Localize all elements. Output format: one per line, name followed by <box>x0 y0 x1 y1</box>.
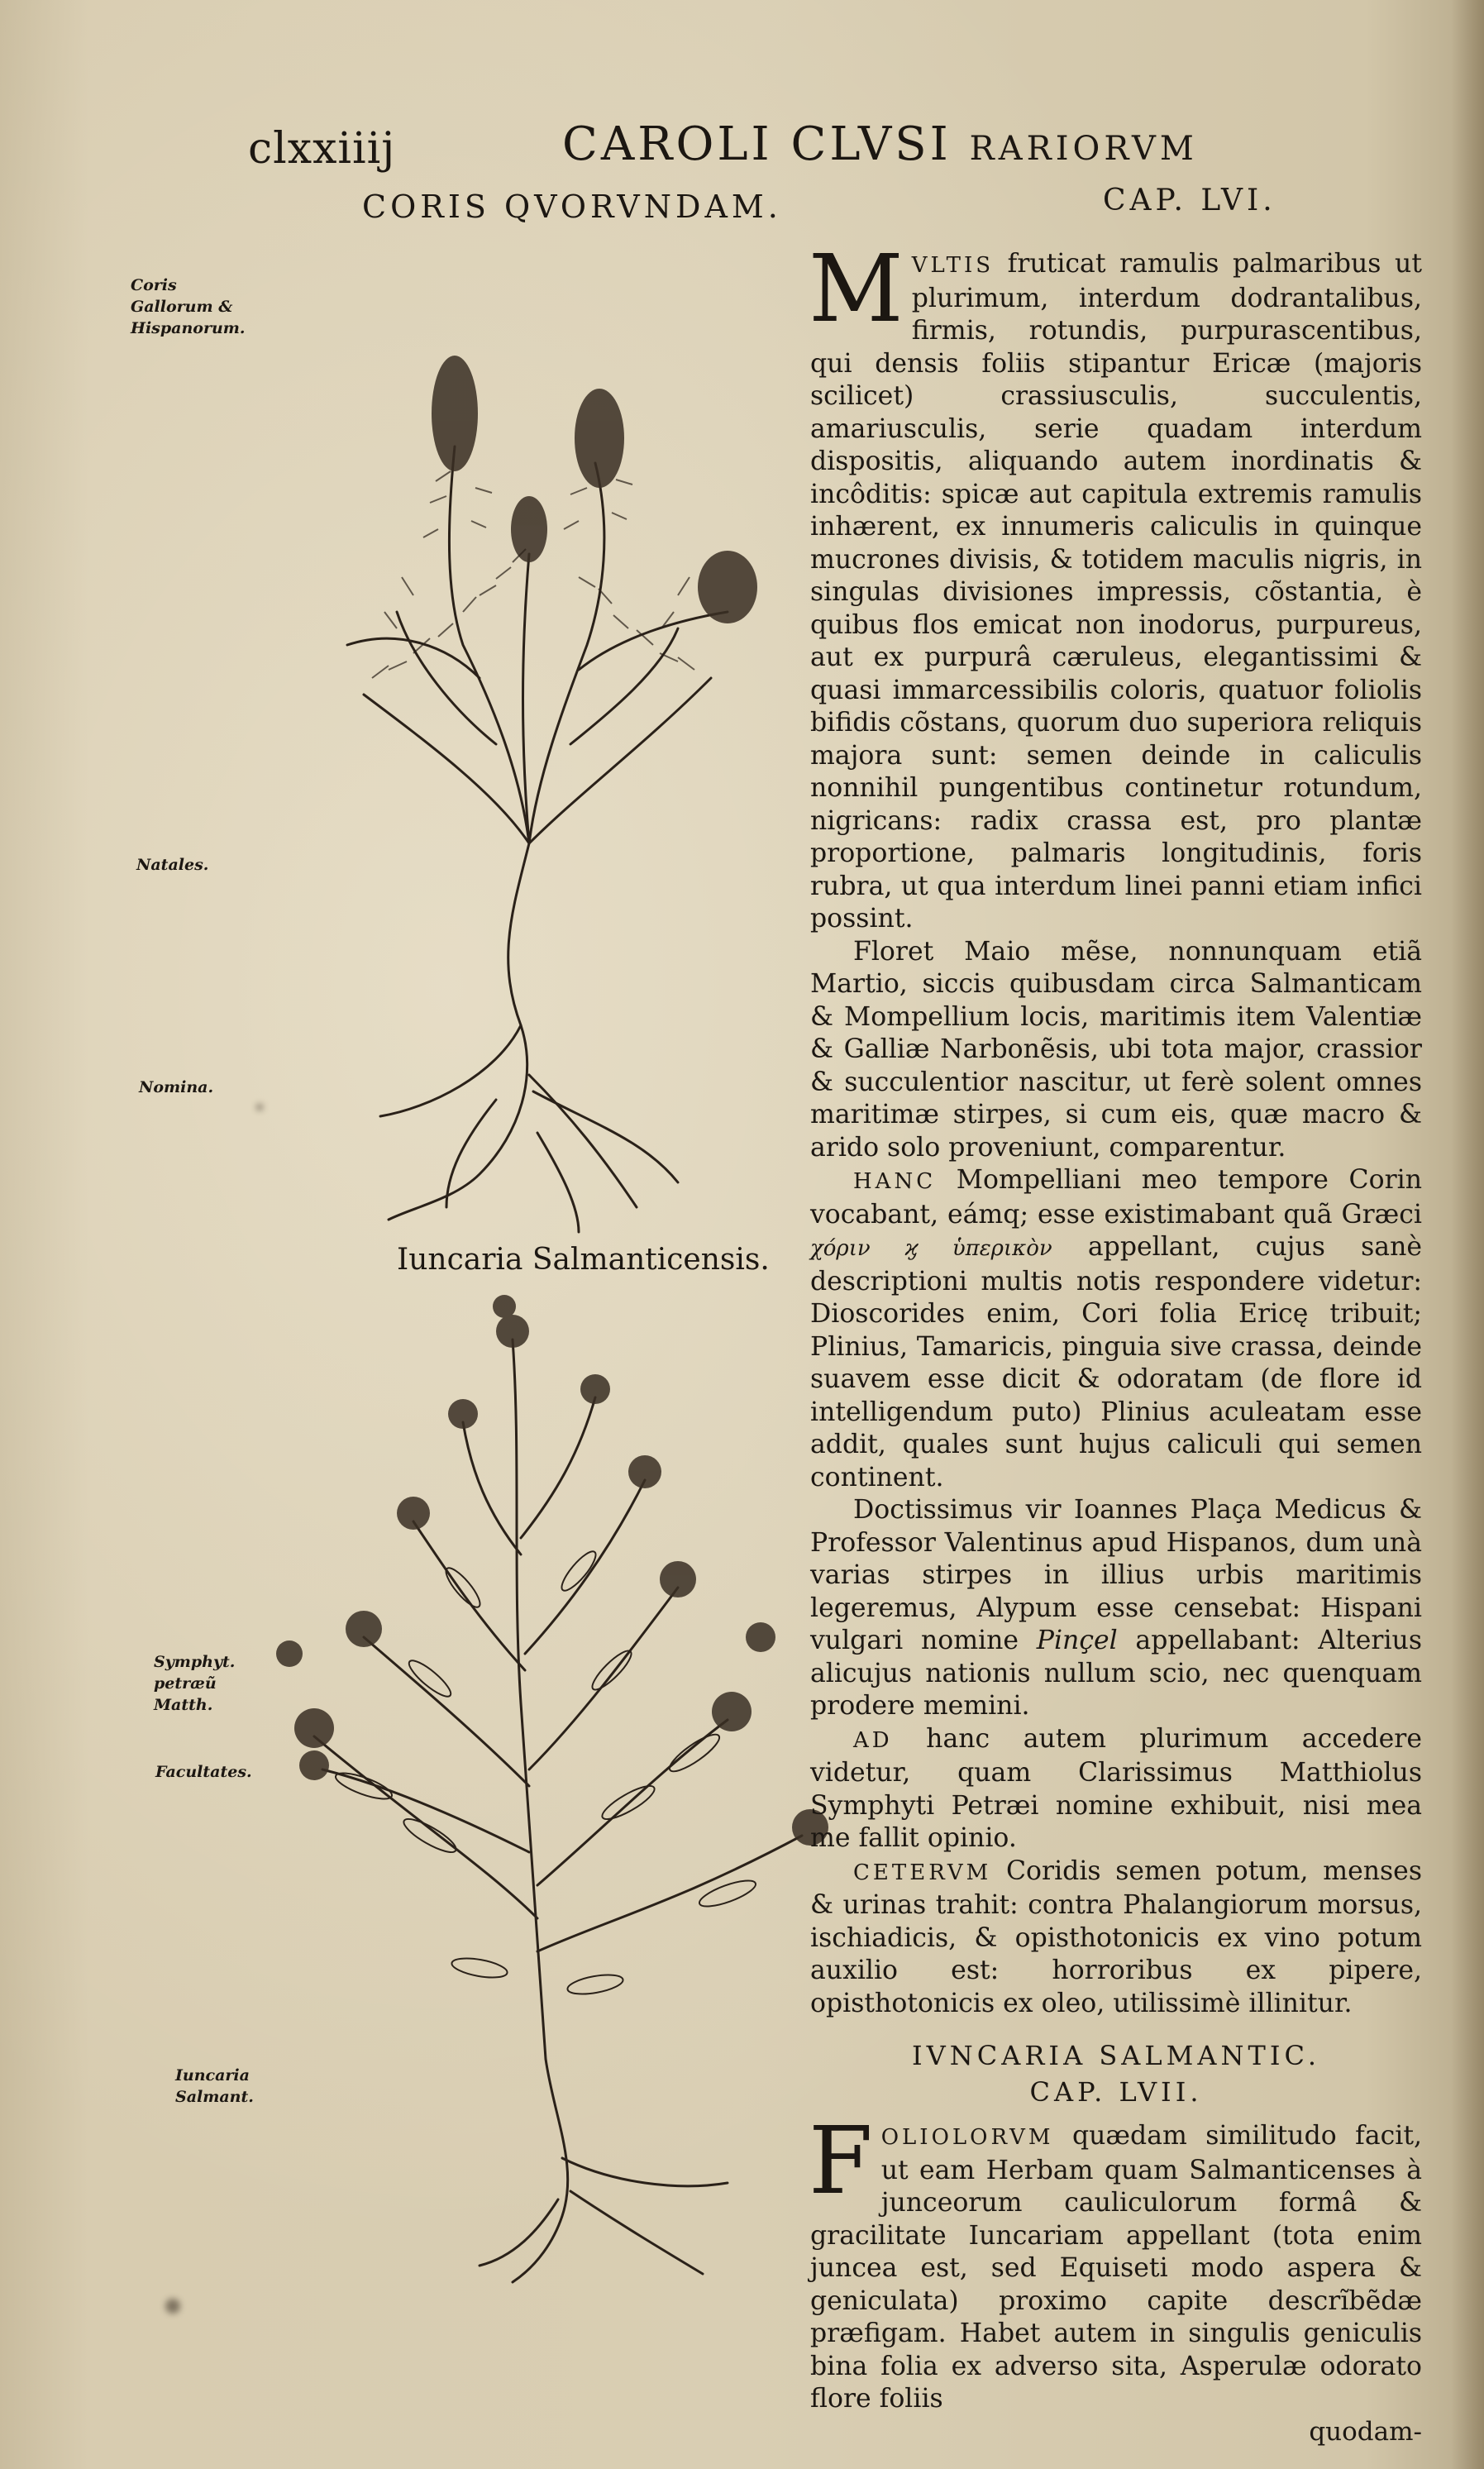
paragraph-text: fruticat ramulis palmaribus ut plurimum, interdum dodrantalibus, firmis, rotundis, purpurascentibus, qui densis foliis stipantur Ericæ (majoris scilicet) crassiusculis, succulentis, amariusculis, serie quadam interdum dispositis, aliquando autem inordinatis & incôditis: spicæ aut capitula extremis ramulis inhærent, ex innumeris caliculis in quinque mucrones divisis, & totidem maculis nigris, in singulas divisiones impressis, cõstantia, è quibus flos emicat non inodorus, purpureus, aut ex purpurâ cæruleus, elegantissimi & quasi immarcessibilis coloris, quatuor foliolis bifidis cõstans, quorum duo superiora reliquis majora sunt: semen deinde in caliculis nonnihil pungentibus continetur rotundum, nigricans: radix crassa est, pro plantæ proportione, palmaris longitudinis, foris rubra, ut qua interdum linei panni etiam infici possint. <box>810 249 1422 934</box>
paragraph-lead-word: HANC <box>853 1169 937 1194</box>
drop-capital-m: M <box>809 236 904 343</box>
margin-note-nomina: Nomina. <box>139 1078 214 1096</box>
paragraph-placa <box>810 1494 1422 1723</box>
chapter-56-text <box>809 236 1423 2448</box>
margin-note-symphyt: Symphyt. petræũ Matth. <box>154 1653 236 1714</box>
paragraph-text: appellant, cujus sanè descriptioni multis notis respondere videtur: Dioscorides enim, Cori folia Ericę tribuit; Plinius, Tamaricis, pinguia sive crassa, deinde suavem esse dicit & odoratam (de flore id intelligendum puto) Plinius aculeatam esse addit, quales sunt hujus caliculi qui semen continent. <box>810 1232 1422 1492</box>
paragraph-iuncaria <box>809 2108 1422 2416</box>
paragraph-nomina <box>810 1164 1422 1494</box>
paragraph-text: Mompelliani meo tempore Corin vocabant, eámq; esse existimabant quã Græci <box>810 1165 1422 1230</box>
folio-number: clxxiiij <box>248 124 396 174</box>
paragraph-lead-word: AD <box>853 1727 893 1753</box>
paragraph-text: appellabant: Alterius alicujus nationis nullum scio, nec quenquam prodere memini. <box>810 1626 1423 1721</box>
paragraph-text: hanc autem plurimum accedere videtur, quam Clarissimus Matthiolus Symphyti Petræi nomine exhibuit, nisi mea me fallit opinio. <box>810 1723 1422 1853</box>
paragraph-text: quædam similitudo facit, ut eam Herbam quam Salmanticenses à junceorum cauliculorum formâ & gracilitate Iuncariam appellant (tota enim juncea est, sed Equiseti modo aspera & geniculata) proximo capite descrĩbẽdæ præfigam. Habet autem in singulis geniculis bina folia ex adverso sita, Asperulæ odorato flore foliis <box>810 2121 1422 2414</box>
paragraph-symphytum <box>810 1723 1422 1855</box>
margin-note-facultates: Facultates. <box>155 1763 252 1781</box>
paragraph-lead-word: CETERVM <box>853 1860 992 1885</box>
margin-note-coris: Coris Gallorum & Hispanorum. <box>131 276 246 337</box>
ink-smudge <box>165 2299 180 2314</box>
chapter-57-title: IVNCARIA SALMANTIC. <box>911 2040 1320 2071</box>
paragraph-description <box>809 236 1422 936</box>
italic-word: Pinçel <box>1036 1626 1118 1655</box>
chapter-number: CAP. LVI. <box>1103 184 1276 217</box>
greek-word: χόριν ϗ ὑπερικὸν <box>810 1236 1052 1261</box>
paragraph-facultates <box>810 1855 1422 2021</box>
running-title-main: CAROLI CLVSI <box>562 117 952 171</box>
page-edge-shadow <box>1451 0 1484 2469</box>
iuncaria-woodcut-illustration <box>265 1290 843 2299</box>
paragraph-text: Doctissimus vir Ioannes Plaça Medicus & Professor Valentinus apud Hispanos, dum unà varias stirpes in illius urbis maritimis legeremus, Alypum esse censebat: Hispani vulgari nomine <box>810 1495 1422 1655</box>
catchword: quodam- <box>1309 2416 1422 2447</box>
drop-capital-f: F <box>809 2108 873 2215</box>
ink-dot <box>256 1104 263 1110</box>
paragraph-lead-word: VLTIS <box>911 253 995 278</box>
running-title-rest: RARIORVM <box>969 130 1198 168</box>
figure-title: CORIS QVORVNDAM. <box>362 189 782 225</box>
chapter-57-number: CAP. LVII. <box>1029 2075 1203 2108</box>
margin-note-iuncaria: Iuncaria Salmant. <box>175 2066 254 2106</box>
paragraph-text: Coridis semen potum, menses & urinas trahit: contra Phalangiorum morsus, ischiadicis, & opisthotonicis ex vino potum auxilio est: horroribus ex pipere, opisthotonicis ex oleo, utilissimè illinitur. <box>810 1855 1422 2018</box>
paragraph-lead-word: OLIOLORVM <box>880 2125 1054 2150</box>
running-title <box>562 117 1198 171</box>
paragraph-natales: Floret Maio mẽse, nonnunquam etiã Martio, siccis quibusdam circa Salmanticam & Mompellium locis, maritimis item Valentiæ & Galliæ Narbonẽsis, ubi tota major, crassior & succulentior nascitur, ut ferè solent omnes maritimæ stirpes, si cum eis, quæ macro & arido solo proveniunt, comparentur. <box>810 936 1422 1163</box>
margin-note-natales: Natales. <box>136 856 209 874</box>
coris-woodcut-illustration <box>248 281 794 1240</box>
plant-caption: Iuncaria Salmanticensis. <box>397 1243 770 1277</box>
